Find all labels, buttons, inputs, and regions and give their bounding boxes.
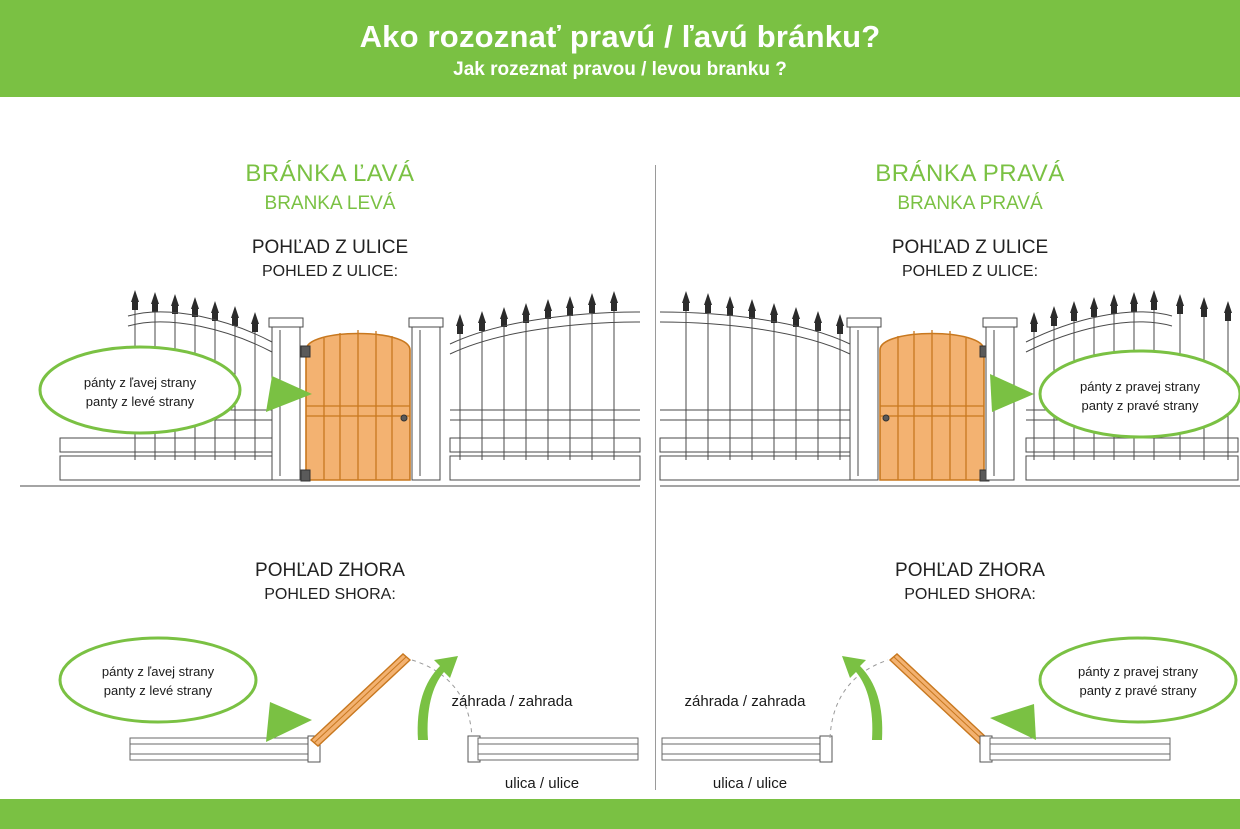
panel-left-gate: [20, 160, 640, 800]
page-subtitle: Jak rozeznat pravou / levou branku ?: [453, 59, 787, 81]
right-top-view-label: POHĽAD ZHORA: [895, 560, 1045, 581]
right-street-callout-bubble: [1040, 351, 1240, 437]
left-garden-label: záhrada / zahrada: [451, 693, 573, 710]
left-street-view-label: POHĽAD Z ULICE: [251, 237, 409, 258]
right-top-view-sublabel: POHLED SHORA:: [904, 586, 1036, 603]
left-top-callout-line1: pánty z ľavej strany: [101, 664, 215, 679]
left-top-callout-line2: panty z levé strany: [103, 683, 213, 698]
left-top-callout-pointer: [266, 702, 312, 742]
footer-strip: [0, 799, 1240, 829]
right-top-callout-bubble: [1040, 638, 1236, 722]
fence-spears-right: [450, 291, 640, 480]
left-street-label: ulica / ulice: [504, 775, 580, 792]
left-street-view-sublabel: POHLED Z ULICE:: [261, 263, 399, 280]
right-top-view-heading: [660, 560, 1240, 604]
left-panel-subtitle: BRANKA LEVÁ: [264, 193, 396, 214]
right-street-view-drawing: [660, 290, 1240, 530]
left-top-view-heading: [20, 560, 640, 604]
right-street-label: ulica / ulice: [712, 775, 788, 792]
gate-right-hinged: [880, 330, 989, 481]
right-street-callout-line1: pánty z pravej strany: [1080, 379, 1200, 394]
right-street-callout-line2: panty z pravé strany: [1081, 398, 1199, 413]
right-top-callout-pointer: [990, 704, 1036, 740]
panel-right-gate: [660, 160, 1240, 800]
gate-leaf-top-left: [311, 654, 410, 746]
swing-direction-arrow-right: [842, 656, 882, 740]
gate-leaf-top-right: [890, 654, 989, 746]
panel-divider: [655, 165, 656, 790]
right-top-callout-line1: pánty z pravej strany: [1078, 664, 1198, 679]
left-street-callout-bubble: [40, 347, 240, 433]
left-street-callout-line2: panty z levé strany: [85, 394, 195, 409]
right-top-view-drawing: [660, 620, 1240, 800]
left-top-view-sublabel: POHLED SHORA:: [264, 586, 396, 603]
left-street-callout-line1: pánty z ľavej strany: [83, 375, 197, 390]
pillar-right: [409, 318, 443, 480]
gate-left-hinged: [301, 330, 410, 481]
right-street-view-label: POHĽAD Z ULICE: [891, 237, 1049, 258]
left-panel-title: BRÁNKA ĽAVÁ: [245, 160, 415, 187]
page-title: Ako rozoznať pravú / ľavú bránku?: [359, 19, 881, 54]
right-garden-label: záhrada / zahrada: [684, 693, 806, 710]
right-street-view-sublabel: POHLED Z ULICE:: [901, 263, 1039, 280]
pillar-left-2: [847, 318, 881, 480]
left-top-callout-bubble: [60, 638, 256, 722]
left-top-view-drawing: [20, 620, 640, 800]
left-street-view-drawing: [20, 290, 640, 530]
page-header: [0, 0, 1240, 97]
left-top-view-label: POHĽAD ZHORA: [255, 560, 405, 581]
right-panel-subtitle: BRANKA PRAVÁ: [897, 193, 1043, 214]
right-panel-title: BRÁNKA PRAVÁ: [875, 160, 1065, 187]
right-top-callout-line2: panty z pravé strany: [1079, 683, 1197, 698]
